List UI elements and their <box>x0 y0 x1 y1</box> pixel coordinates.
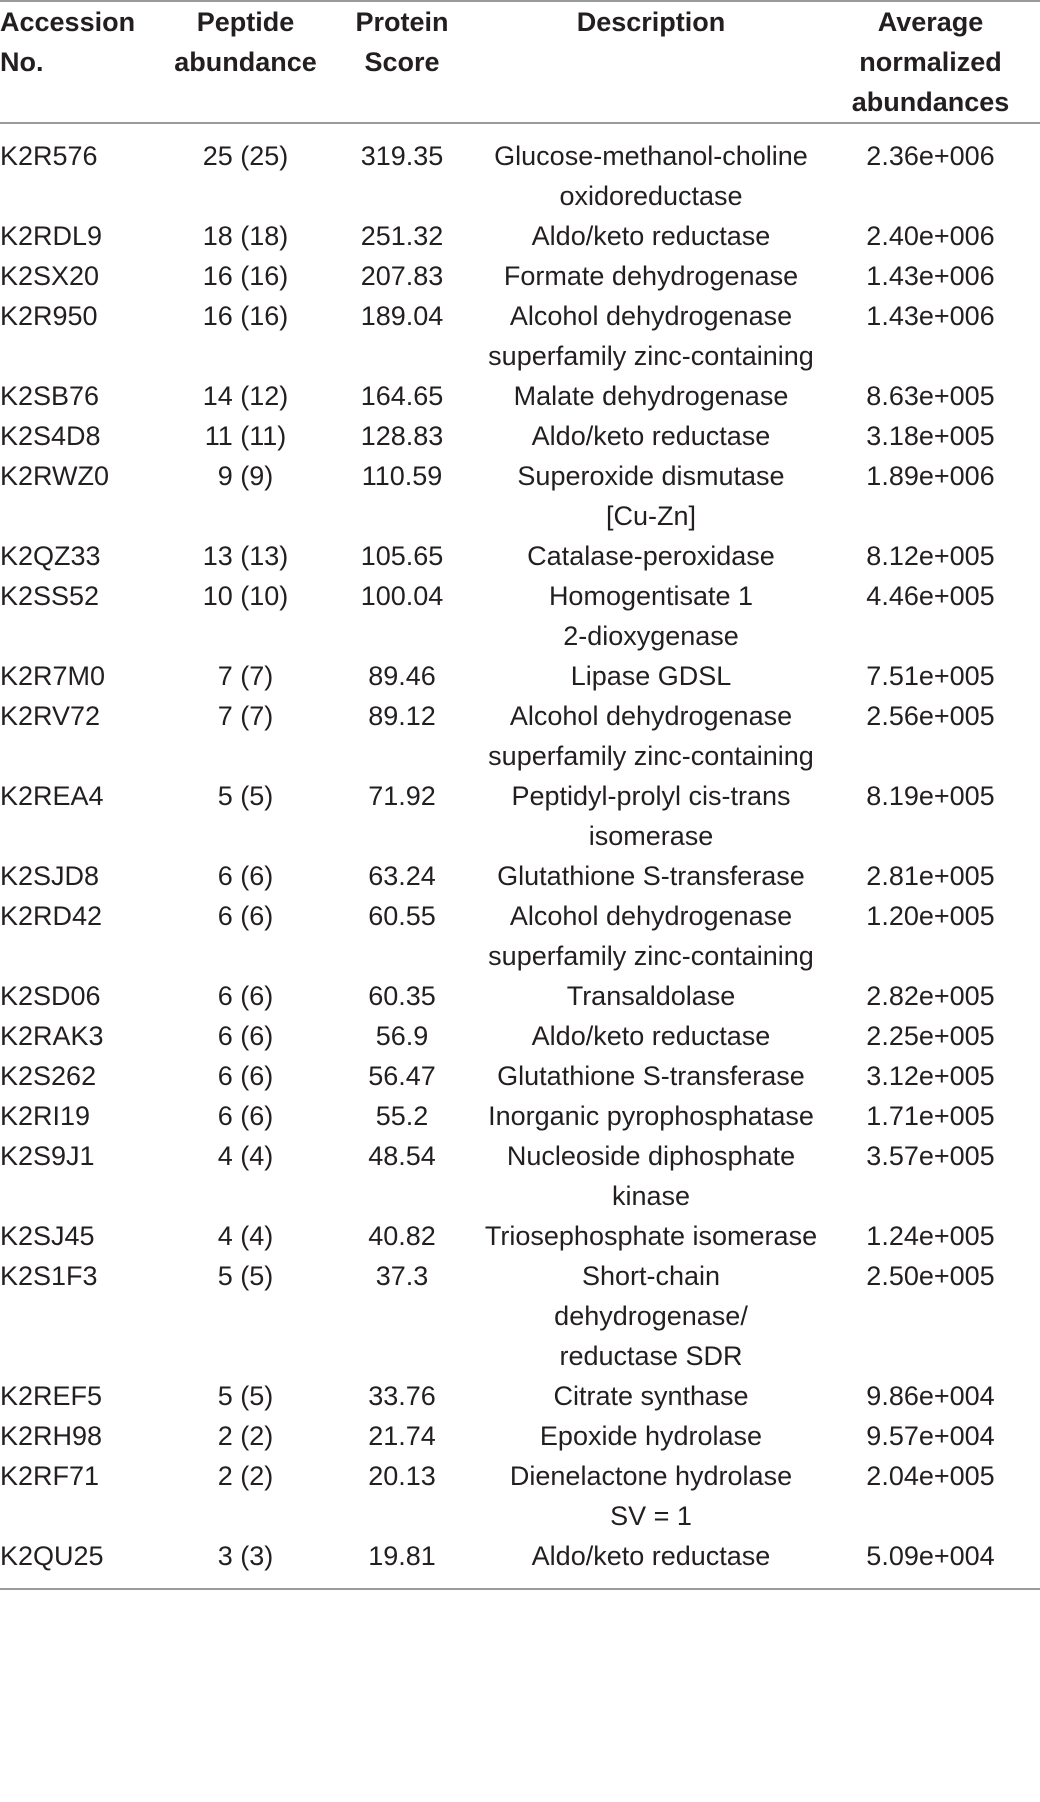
cell-average-abundance: 1.43e+006 <box>866 301 995 331</box>
cell-protein-score: 56.9 <box>375 1021 429 1051</box>
cell-description: Epoxide hydrolase <box>539 1421 763 1451</box>
cell-description: Short-chain dehydrogenase/ reductase SDR <box>554 1261 748 1371</box>
cell-protein-score: 60.35 <box>368 981 436 1011</box>
table-row <box>0 1056 1040 1096</box>
cell-accession: K2SS52 <box>0 581 100 611</box>
cell-accession: K2RDL9 <box>0 221 103 251</box>
cell-peptide-abundance: 5 (5) <box>217 1261 274 1291</box>
cell-accession: K2RD42 <box>0 901 103 931</box>
cell-protein-score: 100.04 <box>360 581 444 611</box>
cell-protein-score: 110.59 <box>361 461 443 491</box>
cell-average-abundance: 8.63e+005 <box>866 381 995 411</box>
header-peptide-abundance: Peptide abundance <box>168 1 323 123</box>
table-header <box>0 1 1040 123</box>
cell-peptide-abundance: 6 (6) <box>217 1101 274 1131</box>
table-row <box>0 696 1040 776</box>
header-description: Description <box>481 1 821 123</box>
cell-average-abundance: 1.24e+005 <box>866 1221 995 1251</box>
cell-protein-score: 19.81 <box>323 1536 481 1589</box>
table-row <box>0 1256 1040 1376</box>
cell-protein-score: 207.83 <box>360 261 444 291</box>
cell-peptide-abundance: 2 (2) <box>217 1421 274 1451</box>
cell-protein-score: 20.13 <box>368 1461 436 1491</box>
cell-protein-score: 164.65 <box>360 381 444 411</box>
cell-description: Glucose-methanol-choline oxidoreductase <box>494 141 808 211</box>
cell-peptide-abundance: 6 (6) <box>217 1021 274 1051</box>
table-row <box>0 656 1040 696</box>
cell-peptide-abundance: 6 (6) <box>217 1061 274 1091</box>
cell-average-abundance: 1.43e+006 <box>866 261 995 291</box>
cell-description: Inorganic pyrophosphatase <box>488 1101 814 1131</box>
cell-peptide-abundance: 18 (18) <box>202 221 289 251</box>
cell-description: Aldo/keto reductase <box>531 1021 771 1051</box>
cell-accession: K2SD06 <box>0 981 101 1011</box>
table-row <box>0 1136 1040 1216</box>
cell-accession: K2RV72 <box>0 701 101 731</box>
table-row <box>0 576 1040 656</box>
table-row <box>0 1416 1040 1456</box>
cell-peptide-abundance: 2 (2) <box>217 1461 274 1491</box>
table-row <box>0 456 1040 536</box>
cell-accession: K2R7M0 <box>0 661 106 691</box>
header-average-abundances: Average normalized abundances <box>821 1 1040 123</box>
cell-protein-score: 60.55 <box>368 901 436 931</box>
cell-average-abundance: 8.12e+005 <box>866 541 995 571</box>
cell-accession: K2RWZ0 <box>0 461 110 491</box>
cell-accession: K2QU25 <box>0 1536 168 1589</box>
cell-description: Lipase GDSL <box>570 661 732 691</box>
cell-average-abundance: 9.57e+004 <box>866 1421 995 1451</box>
cell-average-abundance: 9.86e+004 <box>866 1381 995 1411</box>
cell-protein-score: 40.82 <box>368 1221 436 1251</box>
cell-accession: K2S262 <box>0 1061 97 1091</box>
cell-accession: K2QZ33 <box>0 541 101 571</box>
cell-peptide-abundance: 4 (4) <box>217 1221 274 1251</box>
cell-protein-score: 105.65 <box>360 541 444 571</box>
cell-average-abundance: 3.57e+005 <box>866 1141 995 1171</box>
cell-accession: K2RAK3 <box>0 1021 104 1051</box>
cell-accession: K2S4D8 <box>0 421 101 451</box>
cell-protein-score: 251.32 <box>360 221 444 251</box>
cell-description: Nucleoside diphosphate kinase <box>506 1141 796 1211</box>
cell-peptide-abundance: 7 (7) <box>217 661 274 691</box>
cell-accession: K2RI19 <box>0 1101 91 1131</box>
table-row <box>0 976 1040 1016</box>
cell-protein-score: 89.12 <box>368 701 436 731</box>
cell-description: Glutathione S-transferase <box>497 861 805 891</box>
table-row <box>0 1096 1040 1136</box>
header-row <box>0 1 1040 123</box>
table-row <box>0 856 1040 896</box>
cell-average-abundance: 2.82e+005 <box>866 981 995 1011</box>
cell-average-abundance: 2.04e+005 <box>866 1461 995 1491</box>
cell-peptide-abundance: 5 (5) <box>217 781 274 811</box>
cell-description: Alcohol dehydrogenase superfamily zinc-containing <box>488 901 814 971</box>
cell-description: Alcohol dehydrogenase superfamily zinc-containing <box>488 701 814 771</box>
cell-description: Superoxide dismutase [Cu-Zn] <box>517 461 785 531</box>
cell-protein-score: 56.47 <box>368 1061 436 1091</box>
cell-peptide-abundance: 4 (4) <box>217 1141 274 1171</box>
cell-protein-score: 319.35 <box>360 141 444 171</box>
table-row <box>0 896 1040 976</box>
table-row <box>0 1016 1040 1056</box>
table-row <box>0 536 1040 576</box>
cell-average-abundance: 8.19e+005 <box>866 781 995 811</box>
cell-description: Transaldolase <box>566 981 736 1011</box>
cell-description: Homogentisate 1 2-dioxygenase <box>548 581 754 651</box>
cell-peptide-abundance: 6 (6) <box>217 861 274 891</box>
table-row <box>0 776 1040 856</box>
cell-average-abundance: 1.20e+005 <box>866 901 995 931</box>
cell-description: Glutathione S-transferase <box>497 1061 805 1091</box>
cell-average-abundance: 3.18e+005 <box>866 421 995 451</box>
cell-average-abundance: 2.25e+005 <box>866 1021 995 1051</box>
table-row <box>0 296 1040 376</box>
cell-protein-score: 48.54 <box>368 1141 436 1171</box>
cell-description: Aldo/keto reductase <box>531 221 771 251</box>
cell-peptide-abundance: 13 (13) <box>202 541 289 571</box>
table-row <box>0 256 1040 296</box>
header-protein-score: Protein Score <box>323 1 481 123</box>
cell-protein-score: 33.76 <box>368 1381 436 1411</box>
cell-average-abundance: 1.71e+005 <box>866 1101 995 1131</box>
cell-peptide-abundance: 9 (9) <box>217 461 274 491</box>
cell-protein-score: 189.04 <box>360 301 444 331</box>
cell-peptide-abundance: 6 (6) <box>217 981 274 1011</box>
cell-description: Aldo/keto reductase <box>481 1536 821 1589</box>
cell-description: Formate dehydrogenase <box>503 261 799 291</box>
cell-description: Malate dehydrogenase <box>513 381 789 411</box>
cell-description: Dienelactone hydrolase SV = 1 <box>509 1461 793 1531</box>
cell-accession: K2R576 <box>0 141 98 171</box>
table-row <box>0 216 1040 256</box>
cell-peptide-abundance: 16 (16) <box>202 261 289 291</box>
cell-average-abundance: 3.12e+005 <box>866 1061 995 1091</box>
cell-average-abundance: 2.56e+005 <box>866 701 995 731</box>
cell-description: Peptidyl-prolyl cis-trans isomerase <box>511 781 791 851</box>
cell-accession: K2SJ45 <box>0 1221 95 1251</box>
table-row <box>0 1456 1040 1536</box>
table-row <box>0 123 1040 216</box>
cell-average-abundance: 2.50e+005 <box>866 1261 995 1291</box>
cell-description: Triosephosphate isomerase <box>484 1221 818 1251</box>
cell-average-abundance: 2.40e+006 <box>866 221 995 251</box>
cell-protein-score: 71.92 <box>368 781 436 811</box>
cell-average-abundance: 7.51e+005 <box>866 661 995 691</box>
cell-peptide-abundance: 16 (16) <box>202 301 289 331</box>
cell-average-abundance: 2.36e+006 <box>866 141 995 171</box>
cell-accession: K2SX20 <box>0 261 100 291</box>
cell-accession: K2SB76 <box>0 381 100 411</box>
cell-protein-score: 128.83 <box>360 421 444 451</box>
cell-protein-score: 21.74 <box>368 1421 436 1451</box>
cell-description: Citrate synthase <box>553 1381 749 1411</box>
table-row <box>0 1376 1040 1416</box>
table-row <box>0 1216 1040 1256</box>
cell-average-abundance: 4.46e+005 <box>866 581 995 611</box>
cell-protein-score: 55.2 <box>375 1101 429 1131</box>
cell-peptide-abundance: 6 (6) <box>217 901 274 931</box>
cell-average-abundance: 2.81e+005 <box>866 861 995 891</box>
cell-description: Aldo/keto reductase <box>531 421 771 451</box>
cell-peptide-abundance: 3 (3) <box>168 1536 323 1589</box>
cell-protein-score: 37.3 <box>375 1261 429 1291</box>
table-row <box>0 376 1040 416</box>
cell-accession: K2SJD8 <box>0 861 100 891</box>
cell-peptide-abundance: 25 (25) <box>202 141 289 171</box>
cell-accession: K2REA4 <box>0 781 104 811</box>
cell-peptide-abundance: 5 (5) <box>217 1381 274 1411</box>
header-accession: Accession No. <box>0 1 168 123</box>
cell-accession: K2REF5 <box>0 1381 103 1411</box>
cell-peptide-abundance: 7 (7) <box>217 701 274 731</box>
cell-peptide-abundance: 14 (12) <box>202 381 289 411</box>
cell-accession: K2RF71 <box>0 1461 100 1491</box>
table-body <box>0 123 1040 1589</box>
cell-description: Catalase-peroxidase <box>527 541 775 571</box>
cell-description: Alcohol dehydrogenase superfamily zinc-containing <box>488 301 814 371</box>
table-row <box>0 1536 1040 1589</box>
cell-average-abundance: 1.89e+006 <box>866 461 995 491</box>
cell-accession: K2S1F3 <box>0 1261 98 1291</box>
cell-protein-score: 89.46 <box>368 661 436 691</box>
cell-accession: K2R950 <box>0 301 98 331</box>
cell-peptide-abundance: 10 (10) <box>202 581 289 611</box>
cell-protein-score: 63.24 <box>368 861 436 891</box>
cell-peptide-abundance: 11 (11) <box>204 421 287 451</box>
cell-accession: K2S9J1 <box>0 1141 95 1171</box>
table-row <box>0 416 1040 456</box>
cell-average-abundance: 5.09e+004 <box>821 1536 1040 1589</box>
cell-accession: K2RH98 <box>0 1421 103 1451</box>
